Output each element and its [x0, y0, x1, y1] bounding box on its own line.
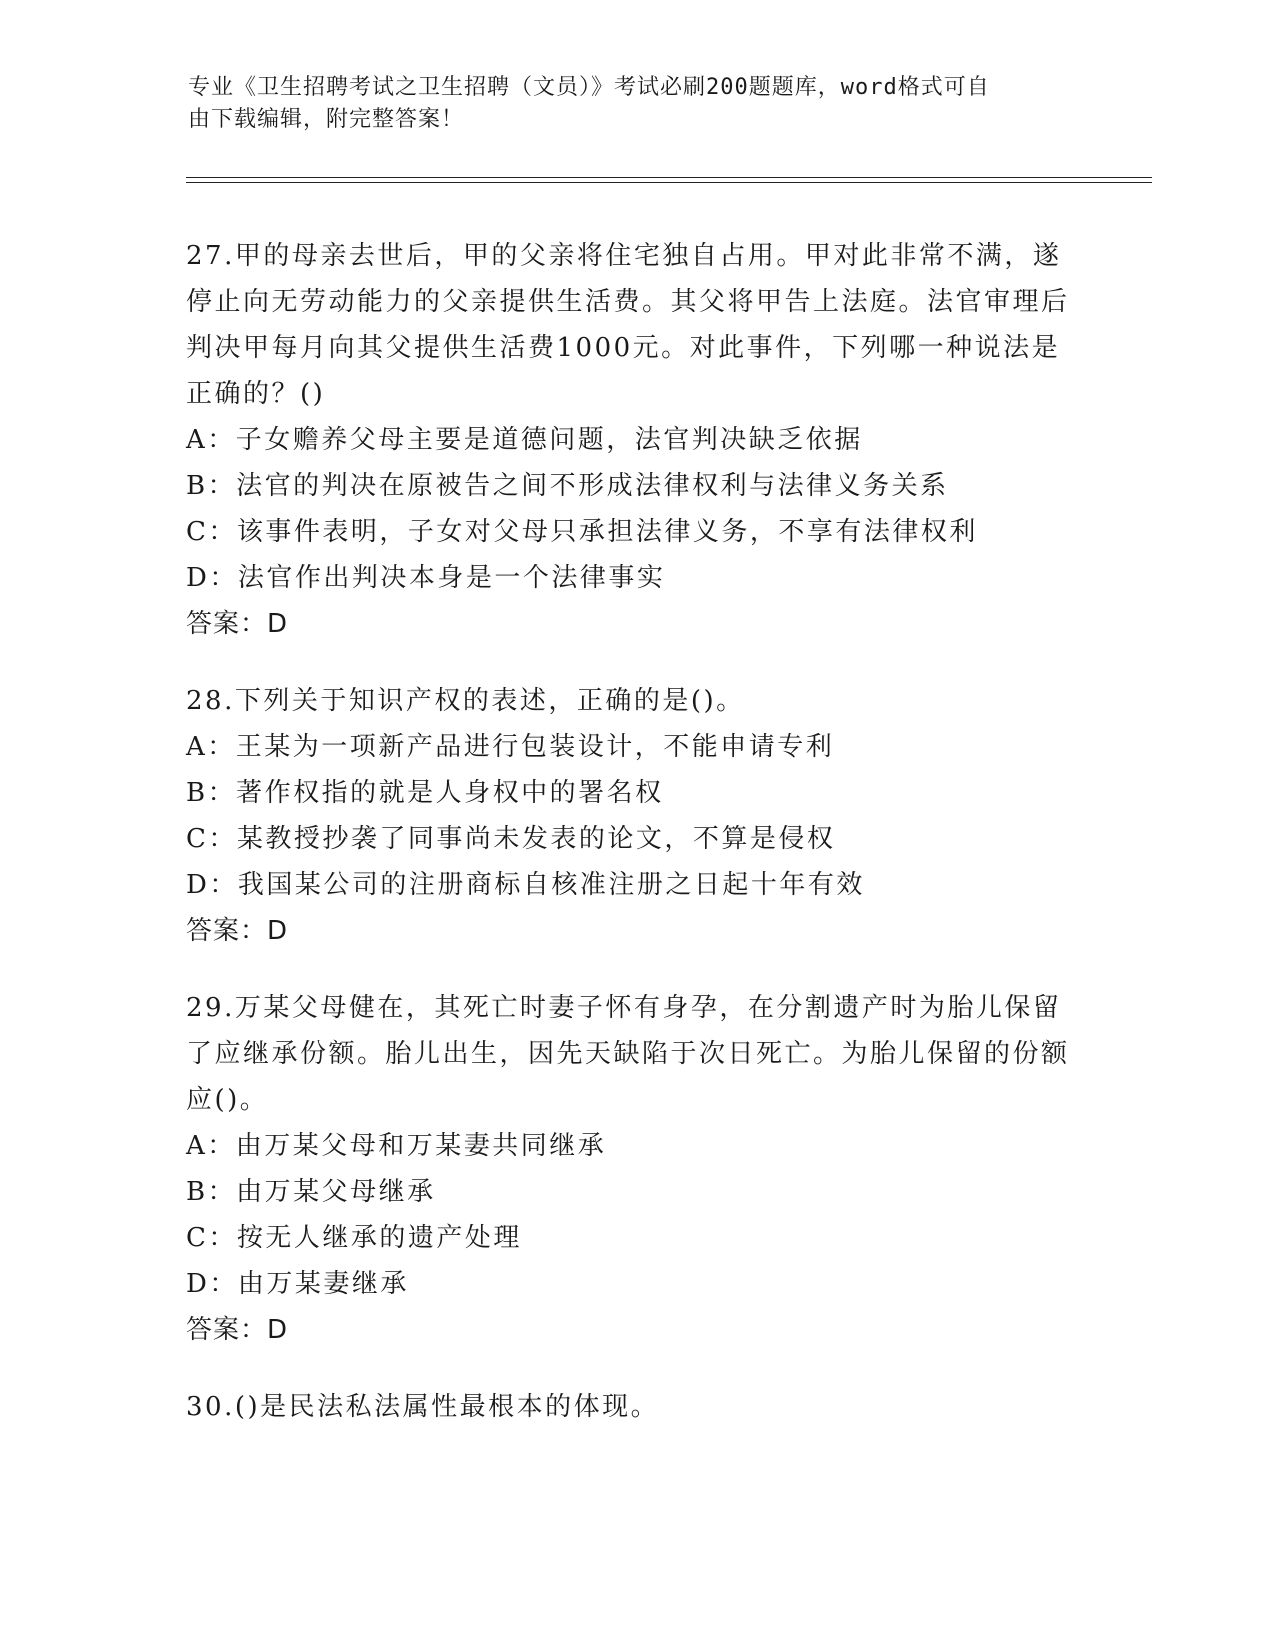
option-b: B：由万某父母继承 [186, 1177, 436, 1207]
question-list [186, 233, 1086, 1461]
option-c: C：该事件表明，子女对父母只承担法律义务，不享有法律权利 [186, 517, 978, 547]
header-divider-top [186, 177, 1152, 178]
question-30 [186, 1384, 1086, 1430]
option-d: D：我国某公司的注册商标自核准注册之日起十年有效 [186, 870, 865, 900]
answer-label: 答案：D [186, 1315, 289, 1345]
header-divider-bottom [186, 182, 1152, 183]
question-text: 30.()是民法私法属性最根本的体现。 [186, 1392, 660, 1422]
header-line-2: 由下载编辑，附完整答案！ [188, 107, 465, 132]
question-27 [186, 233, 1086, 647]
question-text: 29.万某父母健在，其死亡时妻子怀有身孕，在分割遗产时为胎儿保留了应继承份额。胎儿出生，因先天缺陷于次日死亡。为胎儿保留的份额应()。 [186, 993, 1070, 1115]
option-c: C：按无人继承的遗产处理 [186, 1223, 522, 1253]
option-c: C：某教授抄袭了同事尚未发表的论文，不算是侵权 [186, 824, 836, 854]
question-text: 28.下列关于知识产权的表述，正确的是()。 [186, 686, 745, 716]
question-29 [186, 985, 1086, 1353]
option-b: B：法官的判决在原被告之间不形成法律权利与法律义务关系 [186, 471, 949, 501]
document-header [188, 72, 1068, 136]
question-28 [186, 678, 1086, 954]
option-a: A：子女赡养父母主要是道德问题，法官判决缺乏依据 [186, 425, 863, 455]
option-d: D：由万某妻继承 [186, 1269, 409, 1299]
option-d: D：法官作出判决本身是一个法律事实 [186, 563, 666, 593]
answer-label: 答案：D [186, 609, 289, 639]
option-a: A：由万某父母和万某妻共同继承 [186, 1131, 607, 1161]
option-a: A：王某为一项新产品进行包装设计，不能申请专利 [186, 732, 835, 762]
question-text: 27.甲的母亲去世后，甲的父亲将住宅独自占用。甲对此非常不满，遂停止向无劳动能力的父亲提供生活费。其父将甲告上法庭。法官审理后判决甲每月向其父提供生活费1000元。对此事件，下列哪一种说法是正确的？() [186, 241, 1070, 409]
option-b: B：著作权指的就是人身权中的署名权 [186, 778, 664, 808]
answer-label: 答案：D [186, 916, 289, 946]
header-line-1: 专业《卫生招聘考试之卫生招聘（文员）》考试必刷200题题库，word格式可自 [188, 75, 990, 100]
